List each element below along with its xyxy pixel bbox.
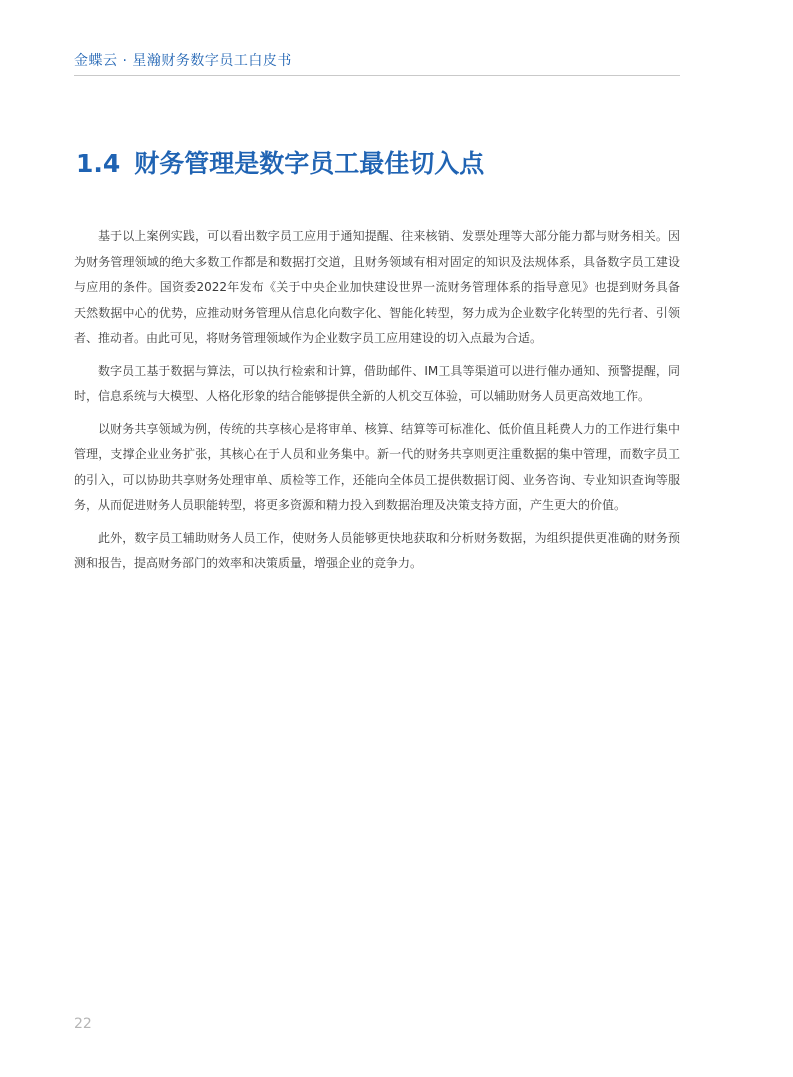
paragraph-2: 数字员工基于数据与算法，可以执行检索和计算，借助邮件、IM工具等渠道可以进行催办通知、预警提醒，同时，信息系统与大模型、人格化形象的结合能够提供全新的人机交互体验，可以辅助财务人员更高效地工作。 (74, 363, 680, 403)
paragraph-4: 此外，数字员工辅助财务人员工作，使财务人员能够更快地获取和分析财务数据，为组织提供更准确的财务预测和报告，提高财务部门的效率和决策质量，增强企业的竞争力。 (74, 530, 680, 570)
page-number: 22 (74, 1016, 92, 1032)
paragraph-3: 以财务共享领域为例，传统的共享核心是将审单、核算、结算等可标准化、低价值且耗费人力的工作进行集中管理，支撑企业业务扩张，其核心在于人员和业务集中。新一代的财务共享则更注重数据的集中管理，而数字员工的引入，可以协助共享财务处理审单、质检等工作，还能向全体员工提供数据订阅、业务咨询、专业知识查询等服务，从而促进财务人员职能转型，将更多资源和精力投入到数据治理及决策支持方面，产生更大的价值。 (74, 421, 680, 512)
page-header (74, 50, 680, 76)
section-title: 财务管理是数字员工最佳切入点 (134, 149, 485, 178)
body-text (74, 224, 680, 584)
section-number: 1.4 (76, 149, 121, 178)
section-heading (76, 144, 484, 184)
paragraph-1: 基于以上案例实践，可以看出数字员工应用于通知提醒、往来核销、发票处理等大部分能力都与财务相关。因为财务管理领域的绝大多数工作都是和数据打交道，且财务领域有相对固定的知识及法规体系，具备数字员工建设与应用的条件。国资委2022年发布《关于中央企业加快建设世界一流财务管理体系的指导意见》也提到财务具备天然数据中心的优势，应推动财务管理从信息化向数字化、智能化转型，努力成为企业数字化转型的先行者、引领者、推动者。由此可见，将财务管理领域作为企业数字员工应用建设的切入点最为合适。 (74, 229, 680, 345)
header-title: 金蝶云 · 星瀚财务数字员工白皮书 (74, 53, 292, 69)
header-divider (74, 75, 680, 76)
